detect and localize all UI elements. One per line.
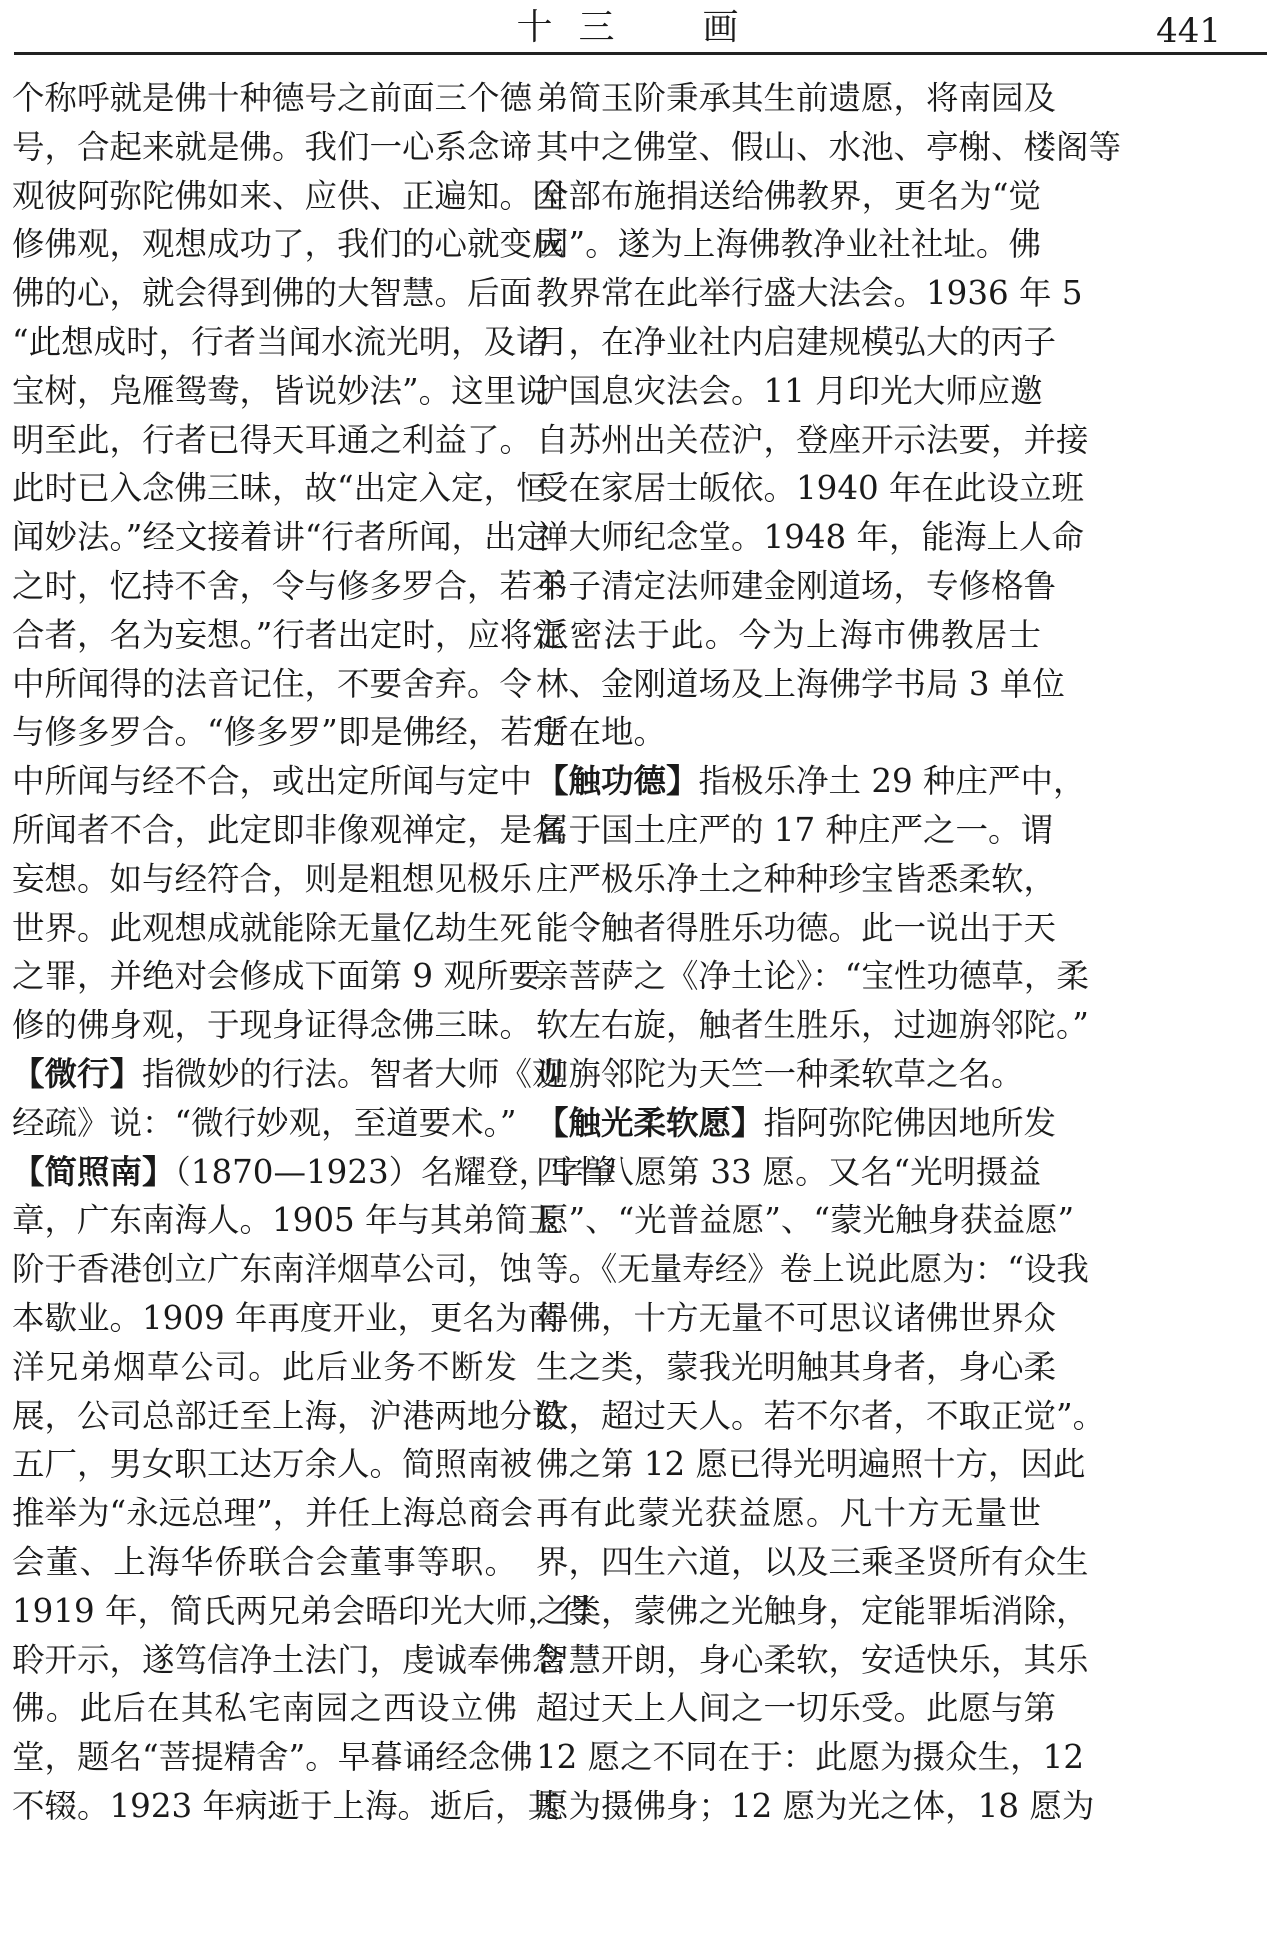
text-line	[12, 1148, 617, 1197]
text-line	[536, 952, 1089, 1001]
text-line	[12, 1587, 593, 1636]
line-text: 再有此蒙光获益愿。凡十方无量世	[536, 1494, 1041, 1533]
text-line	[536, 562, 1057, 611]
line-text: 世界。此观想成就能除无量亿劫生死	[12, 908, 533, 947]
line-text: 观彼阿弥陀佛如来、应供、正遍知。因	[12, 176, 565, 215]
line-text: 指阿弥陀佛因地所发	[763, 1103, 1057, 1142]
line-text: 超过天上人间之一切乐受。此愿与第	[536, 1689, 1057, 1728]
text-line	[536, 611, 1041, 660]
line-text: 派密法于此。今为上海市佛教居士	[536, 615, 1041, 654]
line-text: 所闻者不合，此定即非像观禅定，是名	[12, 810, 565, 849]
line-text: 五厂，男女职工达万余人。简照南被	[12, 1445, 533, 1484]
text-line	[536, 1245, 1089, 1294]
line-text: 不辍。1923 年病逝于上海。逝后，其	[12, 1786, 561, 1825]
line-text: 展，公司总部迁至上海，沪港两地分设	[12, 1396, 565, 1435]
line-text: 修的佛身观，于现身证得念佛三昧。	[12, 1006, 533, 1045]
line-text: 1919 年，简氏两兄弟会晤印光大师，得	[12, 1591, 593, 1630]
text-line	[12, 1782, 561, 1831]
line-text: 禅大师纪念堂。1948 年，能海上人命	[536, 518, 1085, 557]
text-line	[536, 660, 1065, 709]
line-text: 愿”、“光普益愿”、“蒙光触身获益愿”	[536, 1201, 1075, 1240]
line-text: 所在地。	[536, 713, 667, 752]
text-line	[536, 904, 1057, 953]
line-text: 界，四生六道，以及三乘圣贤所有众生	[536, 1542, 1089, 1581]
line-text: 佛的心，就会得到佛的大智慧。后面	[12, 274, 533, 313]
text-line	[536, 1392, 1106, 1441]
text-line	[12, 123, 533, 172]
line-text: 宝树，凫雁鸳鸯，皆说妙法”。这里说	[12, 371, 549, 410]
line-text: 智慧开朗，身心柔软，安适快乐，其乐	[536, 1640, 1089, 1679]
text-line	[536, 1587, 1089, 1636]
text-line	[12, 269, 533, 318]
running-head: 十三 画	[516, 7, 765, 48]
line-text: 其中之佛堂、假山、水池、亭榭、楼阁等	[536, 127, 1122, 166]
line-text: 迦旃邻陀为天竺一种柔软草之名。	[536, 1054, 1024, 1093]
line-text: 指极乐净土 29 种庄严中，	[698, 762, 1086, 801]
text-line	[536, 367, 1041, 416]
right-column	[536, 74, 1122, 1831]
text-line	[12, 952, 541, 1001]
line-text: 愿为摄佛身；12 愿为光之体，18 愿为	[536, 1786, 1095, 1825]
line-text: 与修多罗合。“修多罗”即是佛经，若定	[12, 713, 566, 752]
text-line	[536, 1440, 1086, 1489]
text-line	[536, 757, 1086, 806]
text-line	[536, 74, 1057, 123]
text-line	[12, 1636, 565, 1685]
text-line	[536, 1148, 1041, 1197]
text-line	[536, 1050, 1041, 1099]
header-rule	[14, 52, 1267, 55]
line-text: （1870—1923）名耀登，字肇	[174, 1152, 617, 1191]
line-text: 自苏州出关莅沪，登座开示法要，并接	[536, 420, 1089, 459]
line-text: 合者，名为妄想。”行者出定时，应将定	[12, 615, 565, 654]
line-text: 明至此，行者已得天耳通之利益了。	[12, 420, 533, 459]
line-text: 会董、上海华侨联合会董事等职。	[12, 1542, 517, 1581]
line-text: 之罪，并绝对会修成下面第 9 观所要	[12, 957, 541, 996]
line-text: 生之类，蒙我光明触其身者，身心柔	[536, 1347, 1057, 1386]
line-text: 推举为“永远总理”，并任上海总商会	[12, 1494, 533, 1533]
line-text: 园”。遂为上海佛教净业社社址。佛	[536, 225, 1041, 264]
line-text: 四十八愿第 33 愿。又名“光明摄益	[536, 1152, 1041, 1191]
text-line	[12, 1538, 517, 1587]
line-text: 全部布施捐送给佛教界，更名为“觉	[536, 176, 1041, 215]
text-line	[12, 74, 533, 123]
text-line	[536, 1684, 1057, 1733]
line-text: 修佛观，观想成功了，我们的心就变成	[12, 225, 565, 264]
text-line	[536, 416, 1089, 465]
line-text: 指微妙的行法。智者大师《观	[142, 1054, 565, 1093]
line-text: 中所闻得的法音记住，不要舍弃。令	[12, 664, 533, 703]
text-line	[12, 855, 533, 904]
line-text: 月，在净业社内启建规模弘大的丙子	[536, 322, 1057, 361]
text-line	[12, 708, 566, 757]
text-line	[536, 172, 1041, 221]
text-line	[12, 1245, 533, 1294]
text-line	[12, 416, 533, 465]
text-line	[12, 1343, 517, 1392]
text-line	[12, 660, 533, 709]
line-text: 闻妙法。”经文接着讲“行者所闻，出定	[12, 518, 549, 557]
text-line	[536, 1782, 1095, 1831]
text-line	[536, 464, 1085, 513]
text-line	[12, 318, 549, 367]
text-line	[536, 708, 1041, 757]
text-line	[536, 220, 1041, 269]
text-line	[12, 1099, 517, 1148]
line-text: 软，超过天人。若不尔者，不取正觉”。	[536, 1396, 1106, 1435]
line-text: 佛之第 12 愿已得光明遍照十方，因此	[536, 1445, 1086, 1484]
line-text: 堂，题名“菩提精舍”。早暮诵经念佛	[12, 1738, 533, 1777]
line-text: 个称呼就是佛十种德号之前面三个德	[12, 79, 533, 117]
text-line	[12, 611, 565, 660]
text-line	[12, 172, 565, 221]
line-text: 林、金刚道场及上海佛学书局 3 单位	[536, 664, 1065, 703]
text-line	[536, 123, 1122, 172]
line-text: 弟简玉阶秉承其生前遗愿，将南园及	[536, 79, 1057, 117]
text-line	[12, 1489, 533, 1538]
line-text: 妄想。如与经符合，则是粗想见极乐	[12, 859, 533, 898]
text-line	[536, 855, 1057, 904]
line-text: 章，广东南海人。1905 年与其弟简玉	[12, 1201, 561, 1240]
text-line	[12, 367, 549, 416]
line-text: 洋兄弟烟草公司。此后业务不断发	[12, 1347, 517, 1386]
line-text: 本歇业。1909 年再度开业，更名为南	[12, 1298, 561, 1337]
text-line	[536, 1099, 1057, 1148]
entry-headword: 【触光柔软愿】	[536, 1102, 764, 1142]
page-header	[0, 0, 1281, 52]
text-line	[12, 1684, 517, 1733]
text-line	[12, 562, 565, 611]
text-line	[12, 1440, 533, 1489]
line-text: 号，合起来就是佛。我们一心系念谛	[12, 127, 533, 166]
line-text: 软左右旋，触者生胜乐，过迦旃邻陀。”	[536, 1006, 1089, 1045]
line-text: 得佛，十方无量不可思议诸佛世界众	[536, 1298, 1057, 1337]
line-text: 聆开示，遂笃信净土法门，虔诚奉佛念	[12, 1640, 565, 1679]
text-line	[536, 1636, 1089, 1685]
text-line	[536, 1343, 1057, 1392]
text-line	[12, 757, 533, 806]
text-line	[536, 1294, 1057, 1343]
page-number: 441	[1156, 11, 1221, 51]
text-line	[12, 1001, 533, 1050]
text-line	[12, 1050, 565, 1099]
line-text: 护国息灾法会。11 月印光大师应邀	[536, 371, 1043, 410]
line-text: 亲菩萨之《净土论》：“宝性功德草，柔	[536, 957, 1089, 996]
line-text: 中所闻与经不合，或出定所闻与定中	[12, 762, 533, 801]
text-line	[12, 1733, 533, 1782]
line-text: 此时已入念佛三昧，故“出定入定，恒	[12, 469, 549, 508]
text-line	[12, 220, 565, 269]
text-line	[12, 1392, 565, 1441]
line-text: “此想成时，行者当闻水流光明，及诸	[12, 322, 549, 361]
line-text: 之类，蒙佛之光触身，定能罪垢消除，	[536, 1591, 1089, 1630]
line-text: 受在家居士皈依。1940 年在此设立班	[536, 469, 1085, 508]
line-text: 之时，忆持不舍，令与修多罗合，若不	[12, 566, 565, 605]
text-line	[12, 1196, 561, 1245]
line-text: 庄严极乐净土之种种珍宝皆悉柔软，	[536, 859, 1057, 898]
text-line	[536, 1196, 1075, 1245]
line-text: 阶于香港创立广东南洋烟草公司，蚀	[12, 1250, 533, 1289]
line-text: 能令触者得胜乐功德。此一说出于天	[536, 908, 1057, 947]
line-text: 弟子清定法师建金刚道场，专修格鲁	[536, 566, 1057, 605]
line-text: 等。《无量寿经》卷上说此愿为：“设我	[536, 1250, 1089, 1289]
text-line	[536, 1489, 1041, 1538]
line-text: 佛。此后在其私宅南园之西设立佛	[12, 1689, 517, 1728]
text-line	[12, 1294, 561, 1343]
line-text: 12 愿之不同在于：此愿为摄众生，12	[536, 1738, 1085, 1777]
line-text: 经疏》说：“微行妙观，至道要术。”	[12, 1103, 517, 1142]
text-line	[536, 806, 1054, 855]
entry-headword: 【触功德】	[536, 761, 699, 801]
line-text: 属于国土庄严的 17 种庄严之一。谓	[536, 810, 1054, 849]
text-line	[536, 513, 1085, 562]
text-line	[12, 806, 565, 855]
line-text: 教界常在此举行盛大法会。1936 年 5	[536, 274, 1083, 313]
text-line	[536, 1001, 1089, 1050]
text-line	[536, 269, 1083, 318]
entry-headword: 【微行】	[12, 1053, 143, 1093]
text-line	[12, 464, 549, 513]
text-line	[12, 904, 533, 953]
entry-headword: 【简照南】	[12, 1151, 175, 1191]
text-line	[12, 513, 549, 562]
text-line	[536, 1733, 1085, 1782]
text-line	[536, 318, 1057, 367]
text-line	[536, 1538, 1089, 1587]
